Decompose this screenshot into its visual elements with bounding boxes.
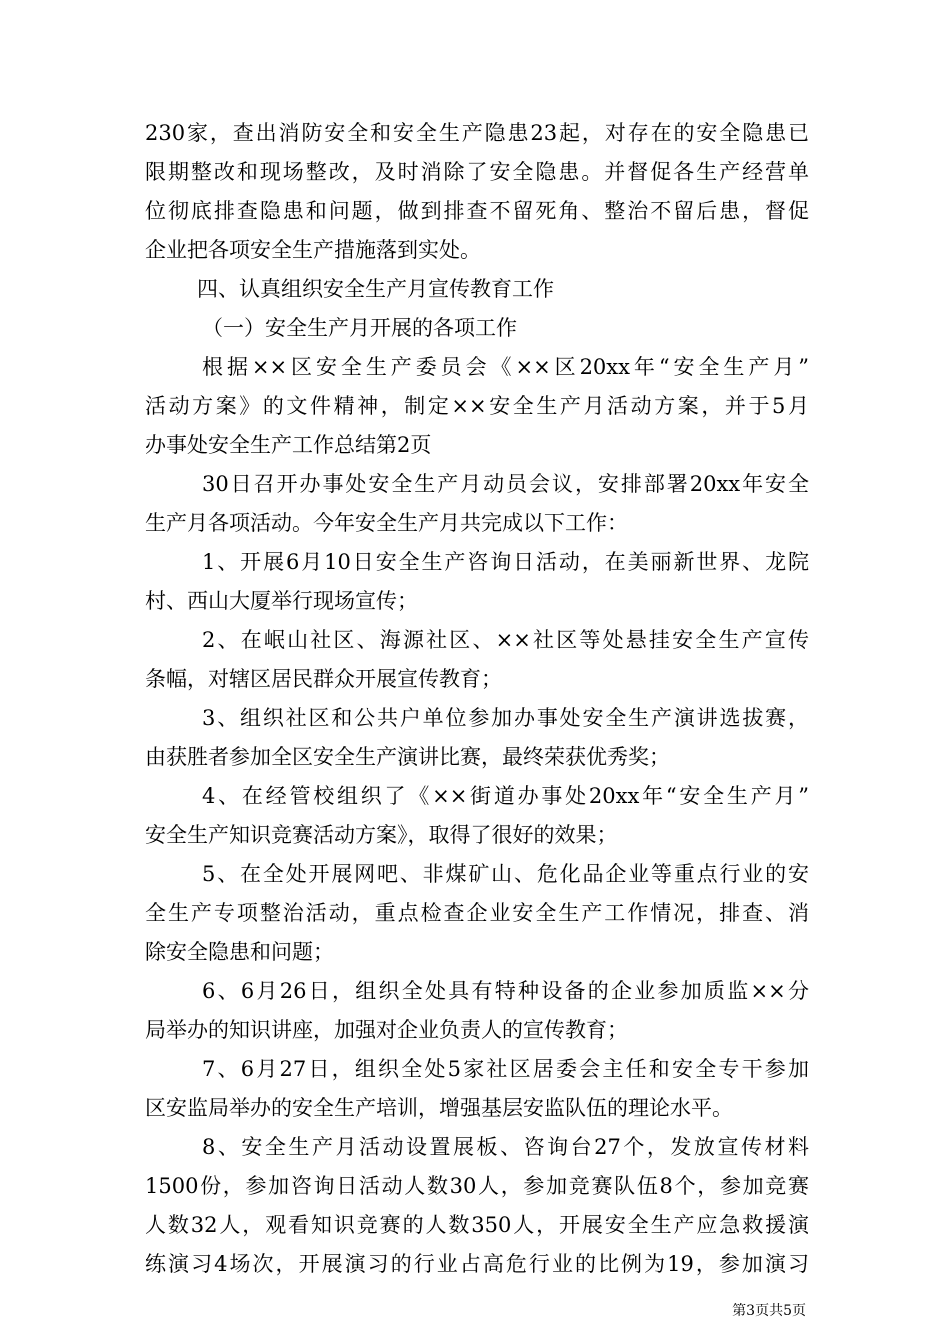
text-line: 全生产专项整治活动，重点检查企业安全生产工作情况，排查、消: [145, 901, 809, 925]
text-line: 位彻底排查隐患和问题，做到排查不留死角、整治不留后患，督促: [145, 199, 809, 223]
page-number: 第3页共5页: [732, 1303, 806, 1319]
text-line: 人数32人，观看知识竞赛的人数350人，开展安全生产应急救援演: [145, 1213, 809, 1237]
text-line: 安全生产知识竞赛活动方案》，取得了很好的效果；: [145, 823, 618, 847]
section-heading: 四、认真组织安全生产月宣传教育工作: [197, 277, 554, 301]
text-line: 限期整改和现场整改，及时消除了安全隐患。并督促各生产经营单: [145, 160, 809, 184]
text-line: 230家，查出消防安全和安全生产隐患23起，对存在的安全隐患已: [145, 121, 809, 145]
list-item: 3、组织社区和公共户单位参加办事处安全生产演讲选拔赛，: [202, 706, 809, 730]
document-body: [145, 114, 809, 1284]
text-line: 练演习4场次，开展演习的行业占高危行业的比例为19，参加演习: [145, 1252, 809, 1276]
list-item: 6、6月26日，组织全处具有特种设备的企业参加质监××分: [202, 979, 809, 1003]
text-line: 除安全隐患和问题；: [145, 940, 334, 964]
list-item: 2、在岷山社区、海源社区、××社区等处悬挂安全生产宣传: [202, 628, 809, 652]
text-line: 活动方案》的文件精神，制定××安全生产月活动方案，并于5月: [145, 394, 809, 418]
text-line: 由获胜者参加全区安全生产演讲比赛，最终荣获优秀奖；: [145, 745, 670, 769]
list-item: 5、在全处开展网吧、非煤矿山、危化品企业等重点行业的安: [202, 862, 809, 886]
subsection-heading: （一）安全生产月开展的各项工作: [202, 316, 517, 340]
list-item: 1、开展6月10日安全生产咨询日活动，在美丽新世界、龙院: [202, 550, 809, 574]
list-item: 8、安全生产月活动设置展板、咨询台27个，发放宣传材料: [202, 1135, 809, 1159]
text-line: 村、西山大厦举行现场宣传；: [145, 589, 418, 613]
text-line: 根据××区安全生产委员会《××区20xx年“安全生产月”: [202, 355, 809, 379]
text-line: 局举办的知识讲座，加强对企业负责人的宣传教育；: [145, 1018, 628, 1042]
text-line: 1500份，参加咨询日活动人数30人，参加竞赛队伍8个，参加竞赛: [145, 1174, 809, 1198]
list-item: 7、6月27日，组织全处5家社区居委会主任和安全专干参加: [202, 1057, 809, 1081]
text-line: 办事处安全生产工作总结第2页: [145, 433, 432, 457]
text-line: 条幅，对辖区居民群众开展宣传教育；: [145, 667, 502, 691]
list-item: 4、在经管校组织了《××街道办事处20xx年“安全生产月”: [202, 784, 809, 808]
text-line: 区安监局举办的安全生产培训，增强基层安监队伍的理论水平。: [145, 1096, 733, 1120]
text-line: 企业把各项安全生产措施落到实处。: [145, 238, 481, 262]
text-line: 30日召开办事处安全生产月动员会议，安排部署20xx年安全: [202, 472, 809, 496]
text-line: 生产月各项活动。今年安全生产月共完成以下工作：: [145, 511, 628, 535]
